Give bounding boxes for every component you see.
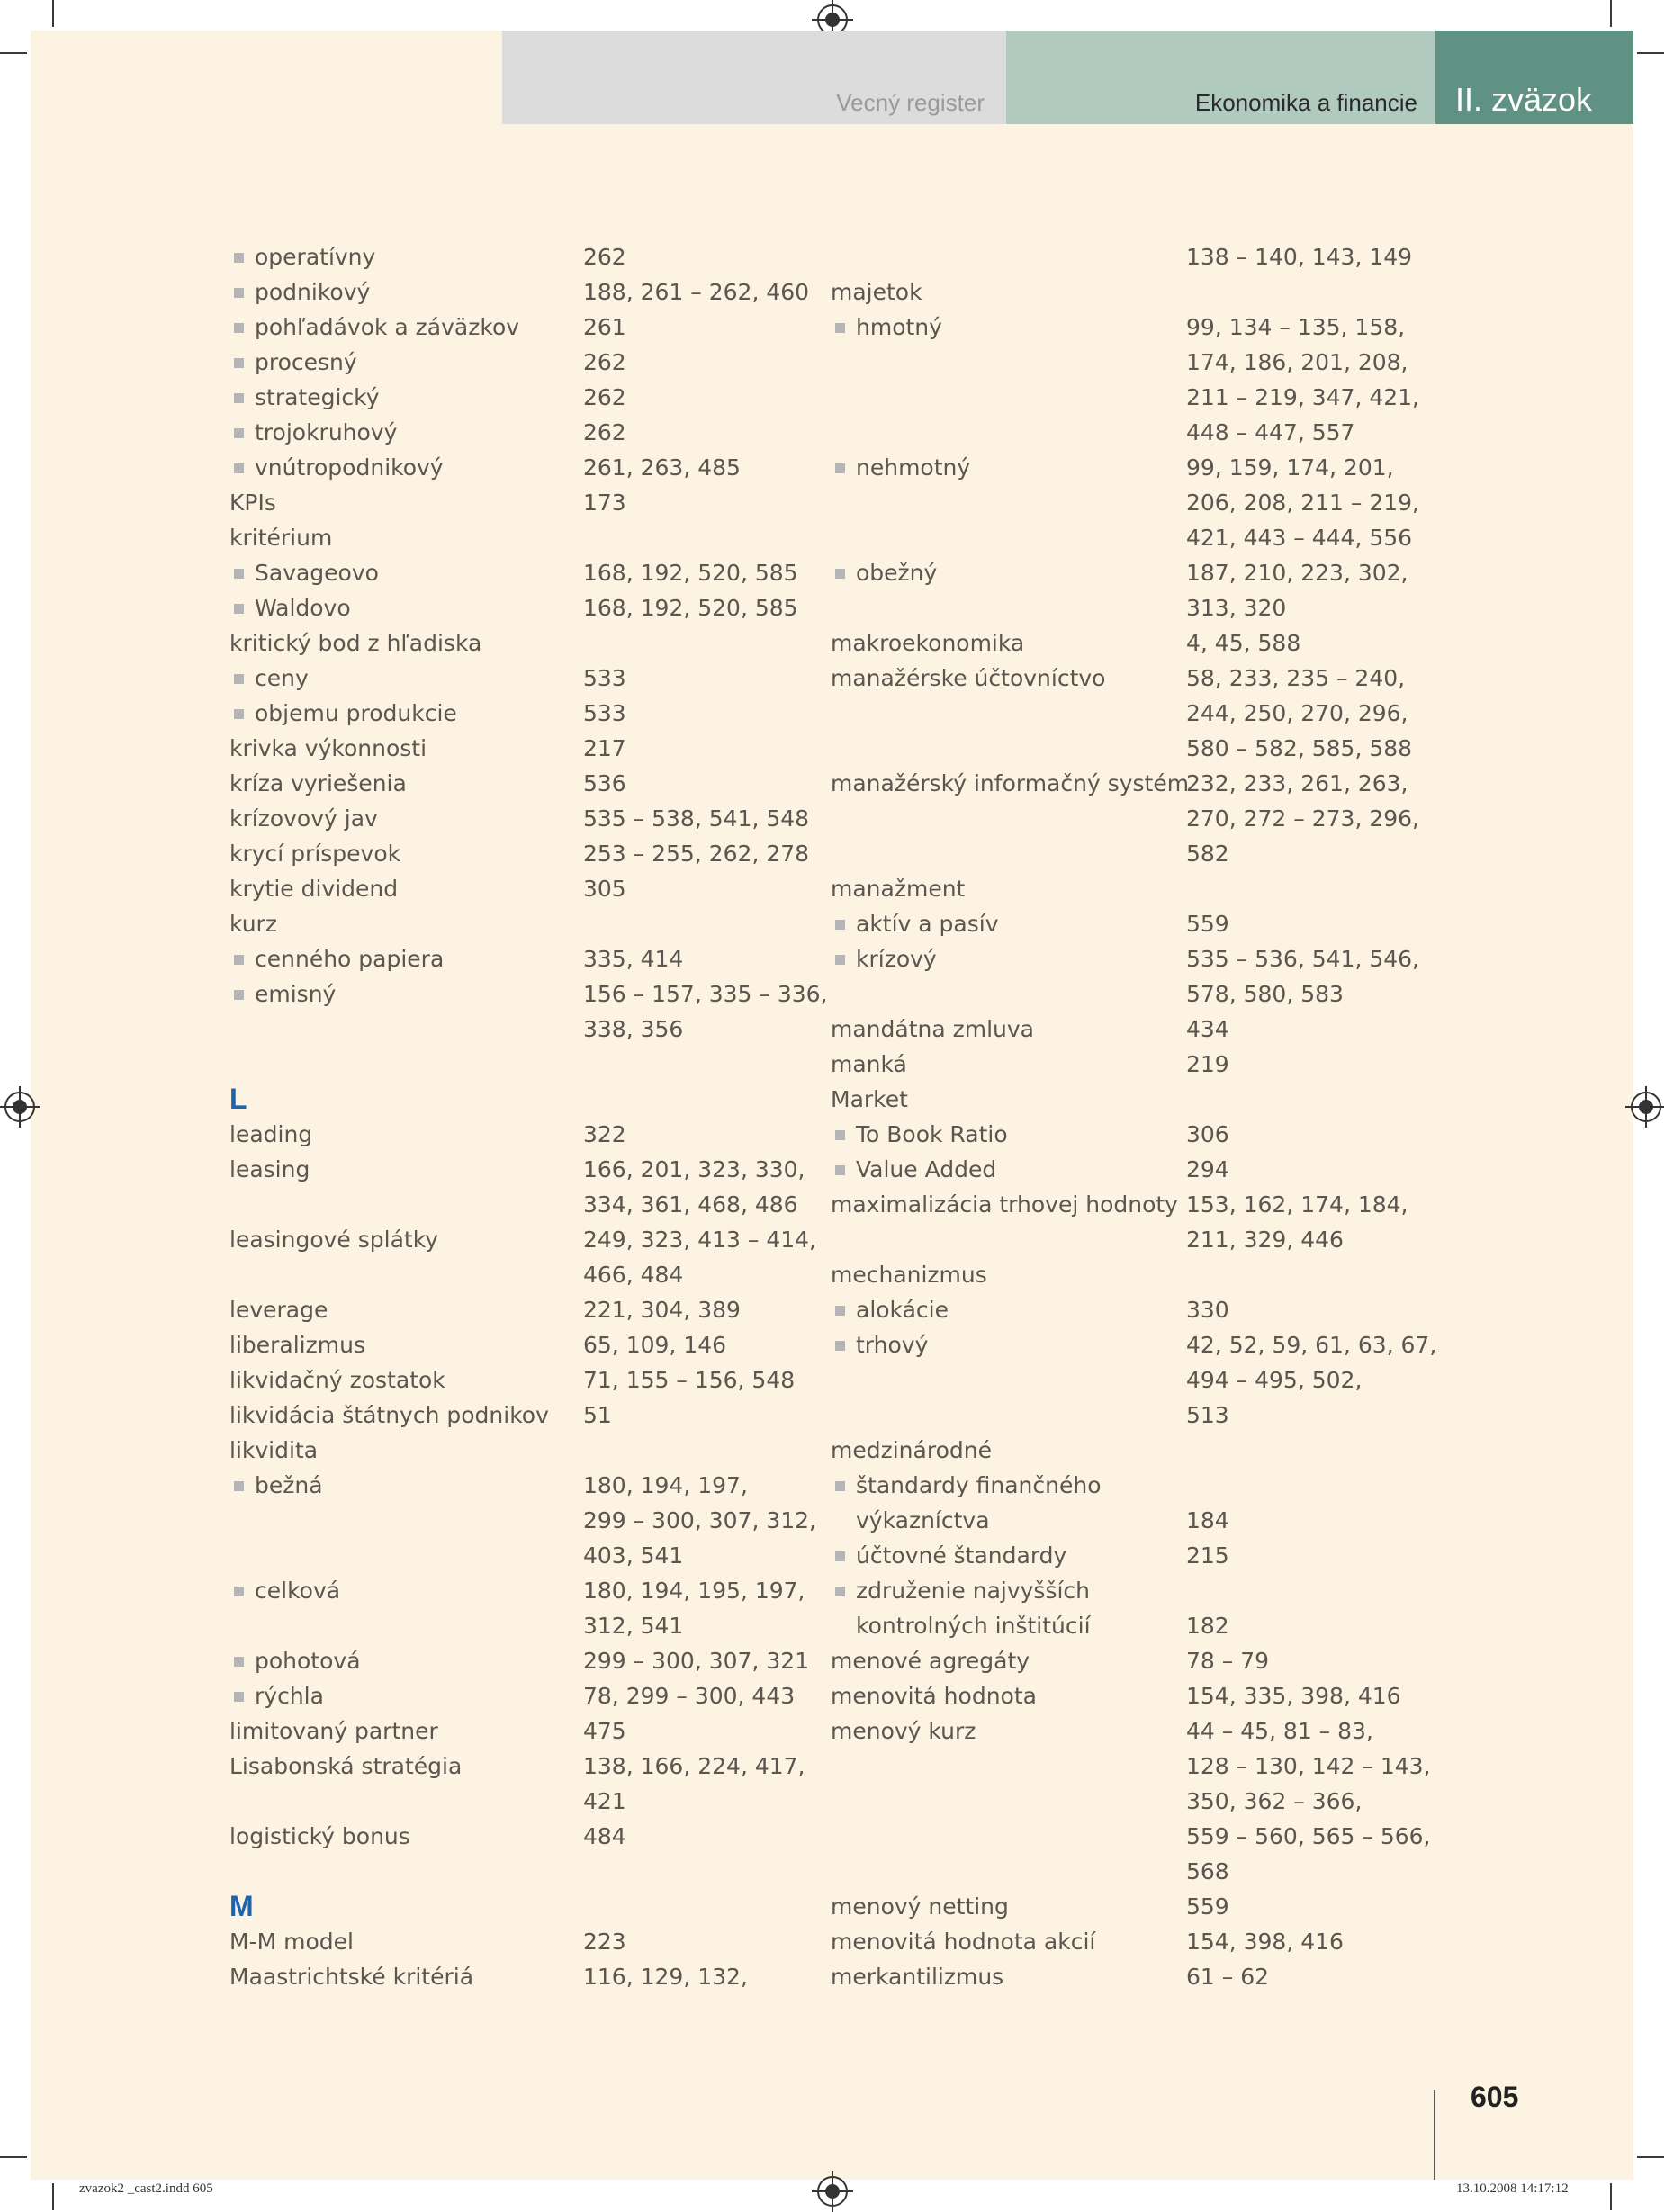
page-references: 168, 192, 520, 585 <box>583 560 798 586</box>
page-references: 44 – 45, 81 – 83, <box>1186 1718 1373 1744</box>
square-bullet-icon <box>234 393 244 403</box>
page-references: 188, 261 – 262, 460 <box>583 279 810 305</box>
crop-mark <box>52 0 54 27</box>
page-references: 61 – 62 <box>1186 1964 1270 1990</box>
index-term: mandátna zmluva <box>831 1016 1035 1042</box>
section-label: Vecný register <box>836 89 985 116</box>
index-term: krízovový jav <box>229 805 378 832</box>
index-subterm: štandardy finančného <box>856 1472 1102 1498</box>
page-references: 217 <box>583 735 626 761</box>
index-subterm: výkazníctva <box>856 1507 990 1533</box>
page-references: 559 <box>1186 1893 1229 1920</box>
index-term: krytie dividend <box>229 876 399 902</box>
page-references: 580 – 582, 585, 588 <box>1186 735 1413 761</box>
index-term: leverage <box>229 1297 328 1323</box>
page-references: 299 – 300, 307, 321 <box>583 1648 810 1674</box>
book-title: Ekonomika a financie <box>1194 89 1417 116</box>
index-term: limitovaný partner <box>229 1718 438 1744</box>
page-references: 513 <box>1186 1402 1229 1428</box>
page-references: 578, 580, 583 <box>1186 981 1344 1007</box>
crop-mark <box>0 52 27 54</box>
index-subterm: Value Added <box>856 1156 997 1182</box>
section-letter: L <box>229 1083 247 1115</box>
index-term: leasingové splátky <box>229 1227 439 1253</box>
page-references: 166, 201, 323, 330, <box>583 1156 805 1182</box>
page-references: 206, 208, 211 – 219, <box>1186 490 1419 516</box>
square-bullet-icon <box>234 288 244 298</box>
index-term: majetok <box>831 279 922 305</box>
index-term: KPIs <box>229 490 276 516</box>
square-bullet-icon <box>835 955 845 965</box>
index-term: menovitá hodnota <box>831 1683 1037 1709</box>
square-bullet-icon <box>835 920 845 930</box>
page-references: 219 <box>1186 1051 1229 1077</box>
page-references: 305 <box>583 876 626 902</box>
page-references: 568 <box>1186 1858 1229 1884</box>
index-subterm: ceny <box>255 665 309 691</box>
page-references: 153, 162, 174, 184, <box>1186 1191 1408 1218</box>
index-term: Market <box>831 1086 908 1112</box>
registration-mark-left <box>4 1092 35 1122</box>
square-bullet-icon <box>835 1165 845 1175</box>
page-references: 535 – 538, 541, 548 <box>583 805 810 832</box>
page-references: 78, 299 – 300, 443 <box>583 1683 796 1709</box>
index-subterm: rýchla <box>255 1683 324 1709</box>
volume-label: II. zväzok <box>1455 81 1593 118</box>
page-references: 168, 192, 520, 585 <box>583 595 798 621</box>
square-bullet-icon <box>835 1306 845 1316</box>
index-term: Maastrichtské kritériá <box>229 1964 474 1990</box>
page-references: 187, 210, 223, 302, <box>1186 560 1408 586</box>
page-references: 559 <box>1186 911 1229 937</box>
index-subterm: procesný <box>255 349 357 375</box>
page-references: 71, 155 – 156, 548 <box>583 1367 796 1393</box>
index-subterm: hmotný <box>856 314 942 340</box>
crop-mark <box>1637 52 1664 54</box>
index-term: menové agregáty <box>831 1648 1030 1674</box>
square-bullet-icon <box>234 463 244 473</box>
index-term: leasing <box>229 1156 310 1182</box>
index-term: merkantilizmus <box>831 1964 1004 1990</box>
square-bullet-icon <box>234 674 244 684</box>
page-references: 184 <box>1186 1507 1229 1533</box>
page-references: 211, 329, 446 <box>1186 1227 1344 1253</box>
page-references: 475 <box>583 1718 626 1744</box>
index-term: leading <box>229 1121 313 1147</box>
crop-mark <box>0 2156 27 2158</box>
crop-mark <box>52 2183 54 2210</box>
index-term: M-M model <box>229 1929 354 1955</box>
index-term: maximalizácia trhovej hodnoty <box>831 1191 1178 1218</box>
index-subterm: účtovné štandardy <box>856 1542 1067 1569</box>
square-bullet-icon <box>835 463 845 473</box>
section-letter: M <box>229 1890 254 1922</box>
square-bullet-icon <box>835 1130 845 1140</box>
page-references: 494 – 495, 502, <box>1186 1367 1363 1393</box>
page-references: 215 <box>1186 1542 1229 1569</box>
index-subterm: celková <box>255 1578 341 1604</box>
page-references: 403, 541 <box>583 1542 684 1569</box>
crop-mark <box>1637 2156 1664 2158</box>
index-subterm: vnútropodnikový <box>255 454 444 481</box>
page-references: 334, 361, 468, 486 <box>583 1191 798 1218</box>
page-references: 262 <box>583 349 626 375</box>
index-subterm: bežná <box>255 1472 323 1498</box>
page-references: 466, 484 <box>583 1262 684 1288</box>
index-term: liberalizmus <box>229 1332 365 1358</box>
page-references: 536 <box>583 770 626 796</box>
index-subterm: kontrolných inštitúcií <box>856 1613 1091 1639</box>
index-subterm: trojokruhový <box>255 419 398 445</box>
page-references: 154, 398, 416 <box>1186 1929 1344 1955</box>
index-term: krycí príspevok <box>229 841 401 867</box>
index-term: likvidácia štátnych podnikov <box>229 1402 549 1428</box>
page-references: 533 <box>583 700 626 726</box>
square-bullet-icon <box>234 955 244 965</box>
page-references: 294 <box>1186 1156 1229 1182</box>
header-section-band <box>502 31 1006 124</box>
crop-mark <box>1610 0 1612 27</box>
square-bullet-icon <box>234 358 244 368</box>
page-references: 65, 109, 146 <box>583 1332 727 1358</box>
index-term: kritický bod z hľadiska <box>229 630 482 656</box>
slug-date: 13.10.2008 14:17:12 <box>1456 2181 1569 2196</box>
page-references: 306 <box>1186 1121 1229 1147</box>
square-bullet-icon <box>234 1692 244 1702</box>
page-references: 211 – 219, 347, 421, <box>1186 384 1419 410</box>
square-bullet-icon <box>835 323 845 333</box>
index-subterm: trhový <box>856 1332 929 1358</box>
header-title-band <box>1006 31 1435 124</box>
square-bullet-icon <box>234 1481 244 1491</box>
index-term: kríza vyriešenia <box>229 770 407 796</box>
index-term: manká <box>831 1051 907 1077</box>
square-bullet-icon <box>835 1587 845 1596</box>
page-references: 338, 356 <box>583 1016 684 1042</box>
square-bullet-icon <box>234 428 244 438</box>
page-references: 253 – 255, 262, 278 <box>583 841 810 867</box>
page-references: 350, 362 – 366, <box>1186 1788 1363 1814</box>
page-references: 270, 272 – 273, 296, <box>1186 805 1419 832</box>
page-references: 299 – 300, 307, 312, <box>583 1507 816 1533</box>
index-term: manažérský informačný systém <box>831 770 1190 796</box>
index-term: kurz <box>229 911 277 937</box>
page-references: 335, 414 <box>583 946 684 972</box>
page-references: 582 <box>1186 841 1229 867</box>
index-term: makroekonomika <box>831 630 1025 656</box>
page-references: 51 <box>583 1402 612 1428</box>
square-bullet-icon <box>835 1341 845 1351</box>
page-references: 533 <box>583 665 626 691</box>
square-bullet-icon <box>835 569 845 579</box>
page-references: 322 <box>583 1121 626 1147</box>
page-number: 605 <box>1471 2081 1519 2113</box>
index-term: medzinárodné <box>831 1437 992 1463</box>
square-bullet-icon <box>234 569 244 579</box>
index-subterm: podnikový <box>255 279 371 305</box>
registration-mark-right <box>1631 1092 1661 1122</box>
square-bullet-icon <box>234 253 244 263</box>
page-references: 4, 45, 588 <box>1186 630 1301 656</box>
page-references: 174, 186, 201, 208, <box>1186 349 1408 375</box>
square-bullet-icon <box>835 1551 845 1561</box>
page-references: 421 <box>583 1788 626 1814</box>
square-bullet-icon <box>234 323 244 333</box>
index-term: kritérium <box>229 525 333 551</box>
index-subterm: emisný <box>255 981 337 1007</box>
slug-file: zvazok2 _cast2.indd 605 <box>79 2181 213 2196</box>
crop-mark <box>1610 2183 1612 2210</box>
page-references: 448 – 447, 557 <box>1186 419 1355 445</box>
index-term: menový kurz <box>831 1718 976 1744</box>
index-subterm: strategický <box>255 384 380 410</box>
index-term: logistický bonus <box>229 1823 410 1849</box>
page-references: 173 <box>583 490 626 516</box>
index-term: manažment <box>831 876 966 902</box>
square-bullet-icon <box>234 604 244 614</box>
page-references: 180, 194, 197, <box>583 1472 748 1498</box>
index-subterm: To Book Ratio <box>856 1121 1008 1147</box>
page-references: 244, 250, 270, 296, <box>1186 700 1408 726</box>
page-references: 116, 129, 132, <box>583 1964 748 1990</box>
page-references: 484 <box>583 1823 626 1849</box>
square-bullet-icon <box>234 1587 244 1596</box>
page-references: 559 – 560, 565 – 566, <box>1186 1823 1431 1849</box>
index-subterm: obežný <box>856 560 938 586</box>
page-references: 78 – 79 <box>1186 1648 1270 1674</box>
index-term: menovitá hodnota akcií <box>831 1929 1096 1955</box>
header-volume-band <box>1435 31 1633 124</box>
index-subterm: Savageovo <box>255 560 379 586</box>
page-references: 58, 233, 235 – 240, <box>1186 665 1406 691</box>
index-term: likvidačný zostatok <box>229 1367 445 1393</box>
index-term: Lisabonská stratégia <box>229 1753 463 1779</box>
page-references: 223 <box>583 1929 626 1955</box>
page-references: 232, 233, 261, 263, <box>1186 770 1408 796</box>
page-references: 262 <box>583 419 626 445</box>
index-term: manažérske účtovníctvo <box>831 665 1106 691</box>
index-subterm: aktív a pasív <box>856 911 999 937</box>
page-references: 99, 159, 174, 201, <box>1186 454 1394 481</box>
index-subterm: pohotová <box>255 1648 361 1674</box>
registration-mark-bottom <box>817 2176 848 2207</box>
page-references: 180, 194, 195, 197, <box>583 1578 805 1604</box>
index-term: mechanizmus <box>831 1262 987 1288</box>
index-term: likvidita <box>229 1437 319 1463</box>
page-number-rule <box>1434 2090 1435 2180</box>
page-references: 249, 323, 413 – 414, <box>583 1227 816 1253</box>
page-references: 313, 320 <box>1186 595 1287 621</box>
index-subterm: cenného papiera <box>255 946 445 972</box>
index-subterm: Waldovo <box>255 595 351 621</box>
page-references: 434 <box>1186 1016 1229 1042</box>
page-references: 128 – 130, 142 – 143, <box>1186 1753 1431 1779</box>
index-subterm: pohľadávok a záväzkov <box>255 314 520 340</box>
page-references: 154, 335, 398, 416 <box>1186 1683 1401 1709</box>
index-subterm: alokácie <box>856 1297 949 1323</box>
index-term: menový netting <box>831 1893 1009 1920</box>
index-subterm: operatívny <box>255 244 376 270</box>
index-term: krivka výkonnosti <box>229 735 427 761</box>
page-references: 138 – 140, 143, 149 <box>1186 244 1413 270</box>
page-references: 99, 134 – 135, 158, <box>1186 314 1406 340</box>
page-references: 312, 541 <box>583 1613 684 1639</box>
page-references: 535 – 536, 541, 546, <box>1186 946 1419 972</box>
page-references: 421, 443 – 444, 556 <box>1186 525 1413 551</box>
page-references: 262 <box>583 244 626 270</box>
page-references: 221, 304, 389 <box>583 1297 741 1323</box>
square-bullet-icon <box>835 1481 845 1491</box>
index-subterm: nehmotný <box>856 454 971 481</box>
index-subterm: združenie najvyšších <box>856 1578 1091 1604</box>
square-bullet-icon <box>234 990 244 1000</box>
square-bullet-icon <box>234 709 244 719</box>
page-references: 262 <box>583 384 626 410</box>
page-references: 138, 166, 224, 417, <box>583 1753 805 1779</box>
page-references: 42, 52, 59, 61, 63, 67, <box>1186 1332 1437 1358</box>
page-references: 330 <box>1186 1297 1229 1323</box>
index-subterm: objemu produkcie <box>255 700 457 726</box>
index-subterm: krízový <box>856 946 937 972</box>
square-bullet-icon <box>234 1657 244 1667</box>
page-references: 261, 263, 485 <box>583 454 741 481</box>
page-references: 261 <box>583 314 626 340</box>
page-references: 156 – 157, 335 – 336, <box>583 981 828 1007</box>
page-references: 182 <box>1186 1613 1229 1639</box>
